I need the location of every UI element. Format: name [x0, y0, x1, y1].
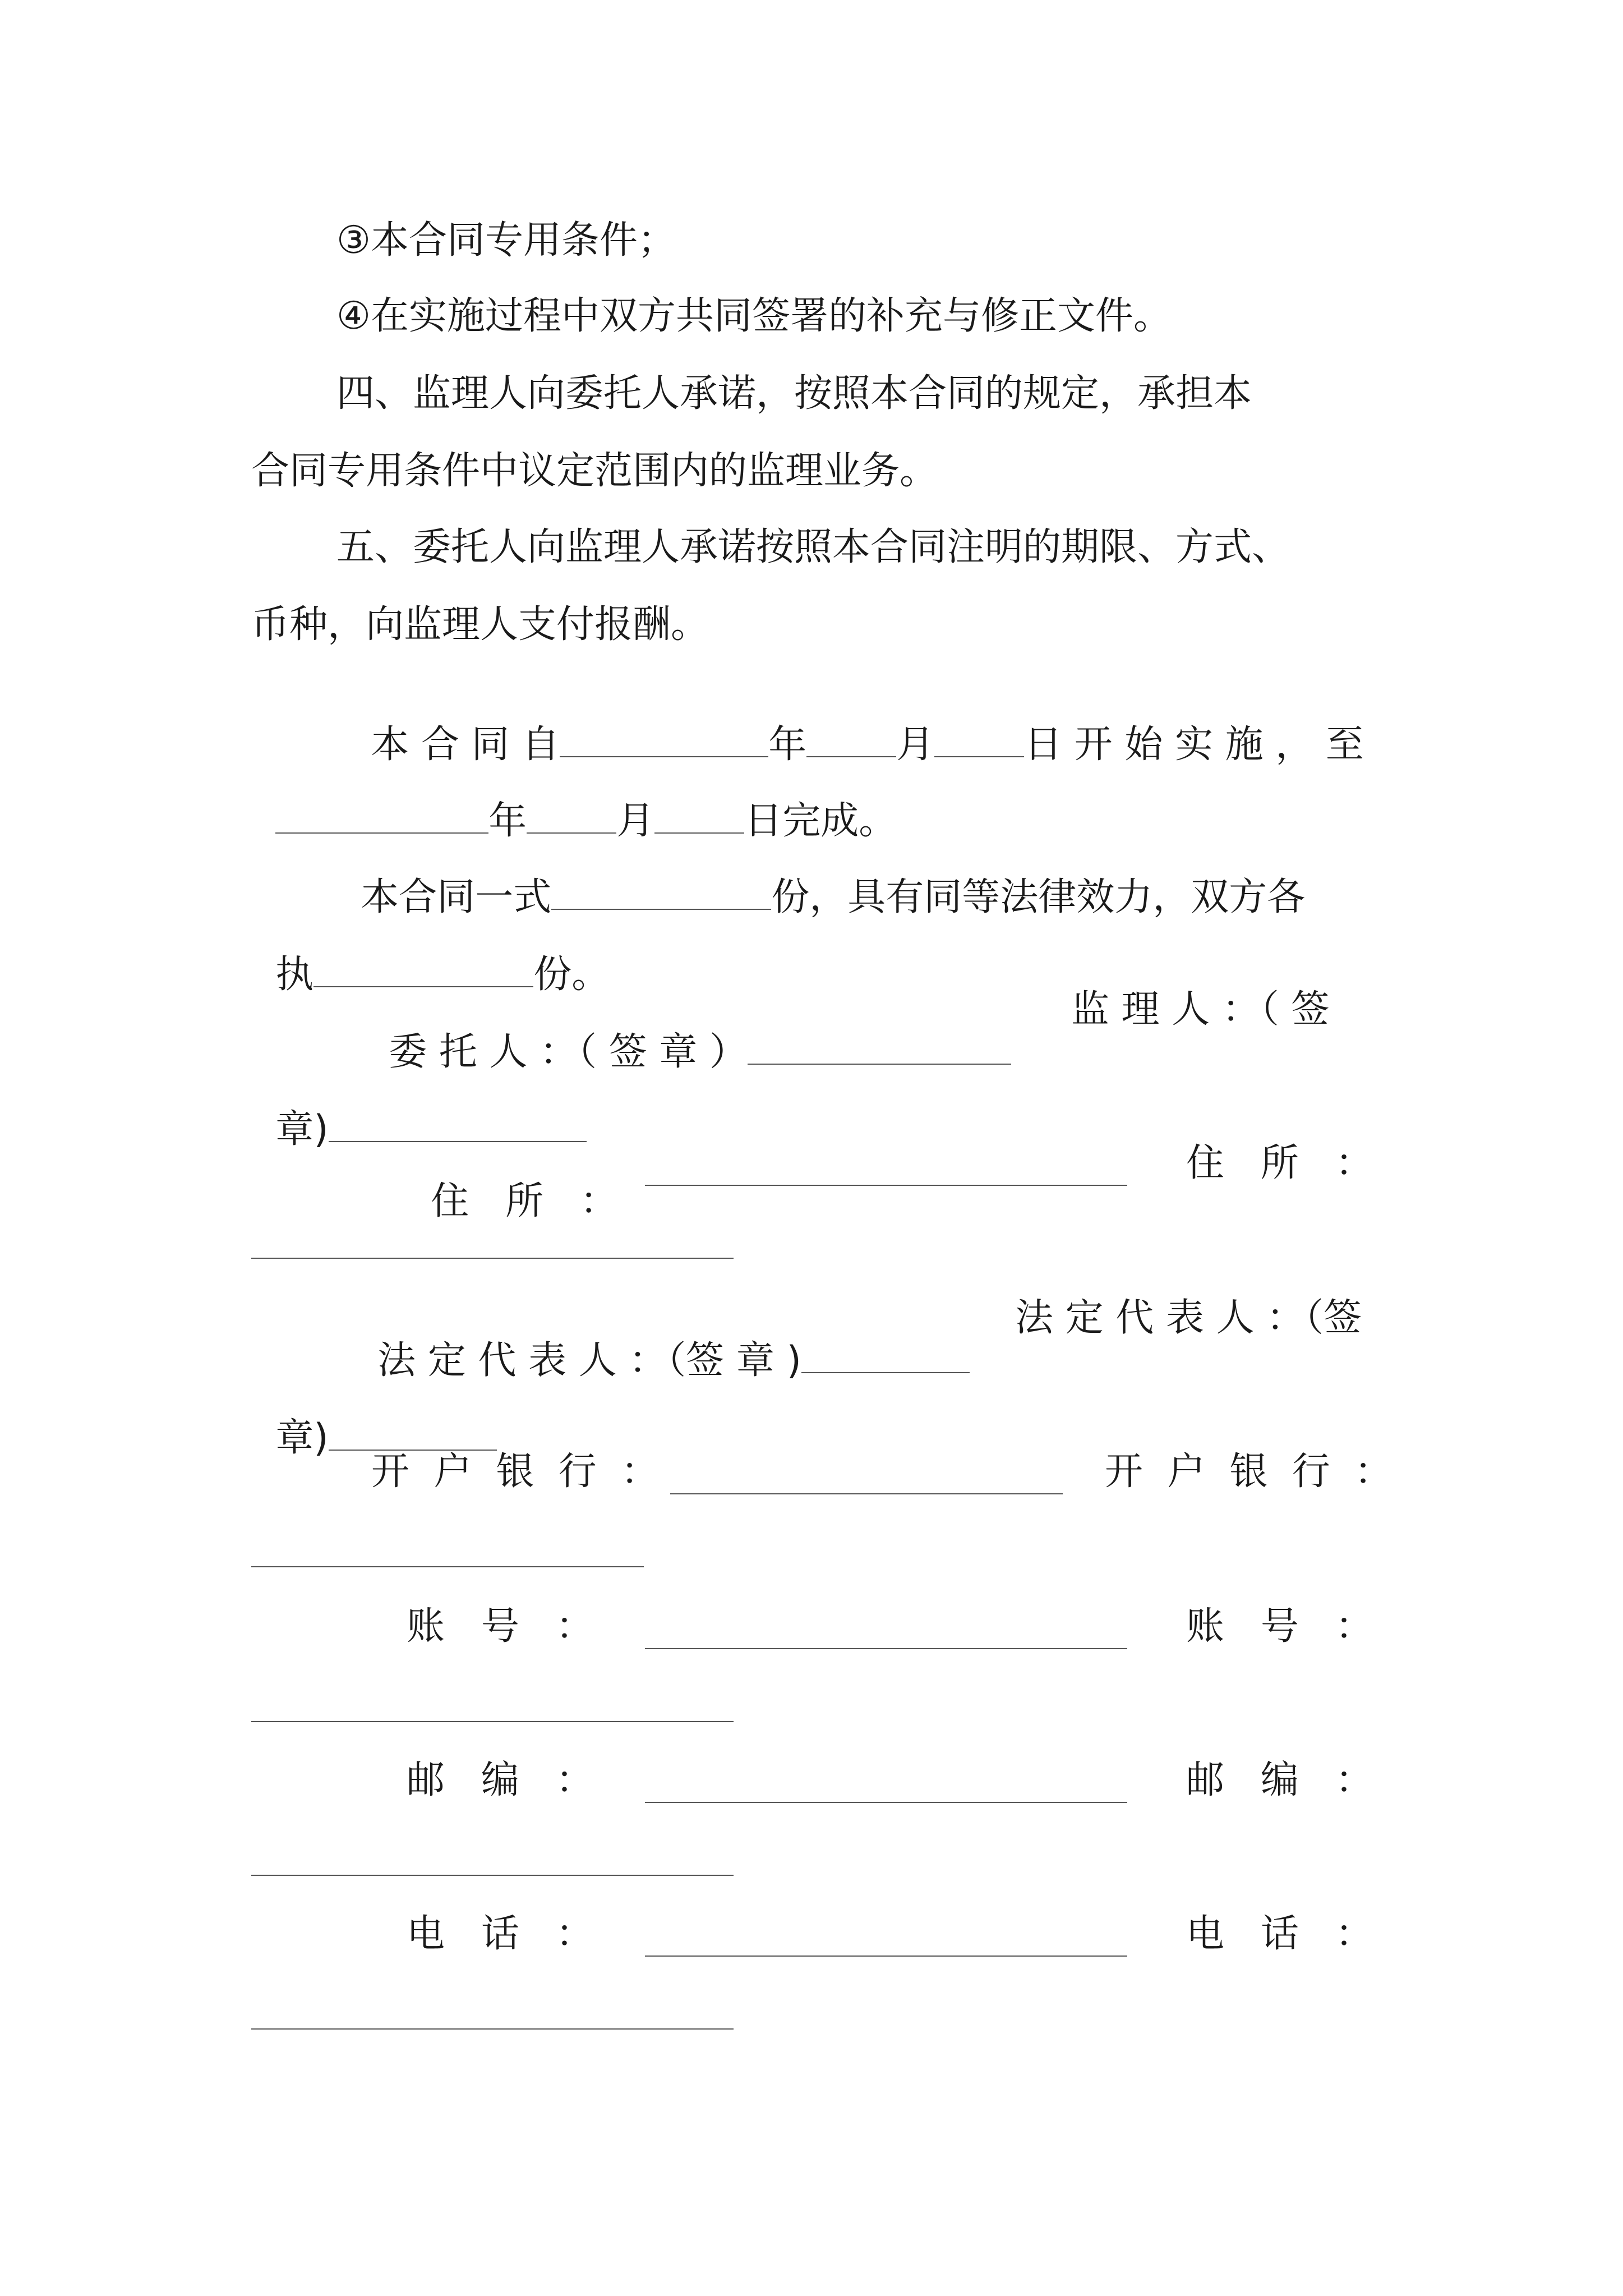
copies-line1 — [336, 836, 1306, 919]
copies-count-blank[interactable] — [551, 874, 771, 910]
address-left-blank[interactable] — [645, 1150, 1127, 1186]
legal-rep-cont: 章) — [275, 1416, 329, 1460]
client-label: 委 托 人 ：（ 签 章 ） — [389, 1030, 748, 1074]
supervisor-signature-line — [251, 1068, 587, 1152]
item-3: ③本合同专用条件； — [336, 218, 676, 263]
account-right-blank[interactable] — [251, 1686, 734, 1722]
period-month2: 月 — [616, 799, 655, 843]
legal-rep-left-line — [353, 1299, 970, 1383]
legal-rep-right-label: 法 定 代 表 人 ：（签 — [1015, 1296, 1362, 1340]
legal-rep-right-blank[interactable] — [329, 1415, 497, 1451]
address-left-line — [407, 1144, 618, 1223]
address-right-label: 住 所 ： — [1186, 1141, 1373, 1185]
supervisor-signature-blank[interactable] — [329, 1106, 587, 1142]
address-left-label: 住 所 ： — [431, 1179, 618, 1223]
supervisor-label-cont: 章) — [275, 1107, 329, 1152]
legal-rep-right-line — [251, 1377, 497, 1460]
item-4: ④在实施过程中双方共同签署的补充与修正文件。 — [336, 294, 1172, 338]
account-left-label: 账 号 ： — [407, 1604, 594, 1649]
bank-right-blank[interactable] — [251, 1531, 644, 1567]
postcode-left-blank[interactable] — [645, 1767, 1127, 1803]
postcode-right-blank[interactable] — [251, 1840, 734, 1876]
client-signature-line — [365, 991, 1011, 1074]
copies-each-blank[interactable] — [313, 951, 533, 987]
clause-four-line1: 四、监理人向委托人承诺，按照本合同的规定，承担本 — [336, 371, 1252, 416]
phone-right-label: 电 话 ： — [1186, 1912, 1373, 1956]
copies-suffix: 份。 — [533, 953, 610, 997]
phone-right-blank[interactable] — [251, 1994, 734, 2030]
address-right-blank[interactable] — [251, 1223, 734, 1259]
phone-left-label: 电 话 ： — [407, 1912, 594, 1956]
period-line1 — [347, 683, 1364, 767]
postcode-right-label: 邮 编 ： — [1186, 1758, 1373, 1802]
legal-rep-left-label: 法 定 代 表 人 ：（签 章 ) — [377, 1338, 802, 1383]
start-year-blank[interactable] — [560, 721, 768, 757]
period-year: 年 — [768, 723, 807, 767]
end-month-blank[interactable] — [527, 798, 616, 834]
copies-middle: 份，具有同等法律效力，双方各 — [771, 875, 1306, 919]
end-day-blank[interactable] — [654, 798, 744, 834]
period-year2: 年 — [488, 799, 527, 843]
start-day-blank[interactable] — [934, 721, 1024, 757]
account-right-label: 账 号 ： — [1186, 1604, 1373, 1649]
copies-line2 — [251, 913, 610, 997]
period-line2 — [251, 760, 897, 843]
client-signature-blank[interactable] — [748, 1029, 1011, 1065]
period-month: 月 — [896, 723, 935, 767]
phone-left-blank[interactable] — [645, 1921, 1127, 1957]
legal-rep-left-blank[interactable] — [801, 1337, 970, 1373]
copies-prefix: 本合同一式 — [361, 875, 552, 919]
supervisor-label: 监 理 人 ：（ 签 — [1071, 987, 1330, 1032]
clause-five-line1: 五、委托人向监理人承诺按照本合同注明的期限、方式、 — [336, 525, 1290, 569]
postcode-left-label: 邮 编 ： — [407, 1758, 594, 1802]
clause-four-line2: 合同专用条件中议定范围内的监理业务。 — [251, 449, 938, 493]
bank-left-blank[interactable] — [670, 1458, 1063, 1494]
end-year-blank[interactable] — [275, 798, 488, 834]
bank-right-label: 开 户 银 行 ： — [1105, 1450, 1393, 1494]
copies-hold: 执 — [275, 953, 314, 997]
period-day-start: 日 开 始 实 施 ， 至 — [1024, 723, 1364, 767]
clause-five-line2: 币种，向监理人支付报酬。 — [251, 602, 709, 647]
period-day-end: 日完成。 — [744, 799, 897, 843]
bank-left-label: 开 户 银 行 ： — [371, 1450, 659, 1494]
account-left-blank[interactable] — [645, 1613, 1127, 1649]
period-prefix: 本 合 同 自 — [371, 723, 560, 767]
start-month-blank[interactable] — [806, 721, 896, 757]
